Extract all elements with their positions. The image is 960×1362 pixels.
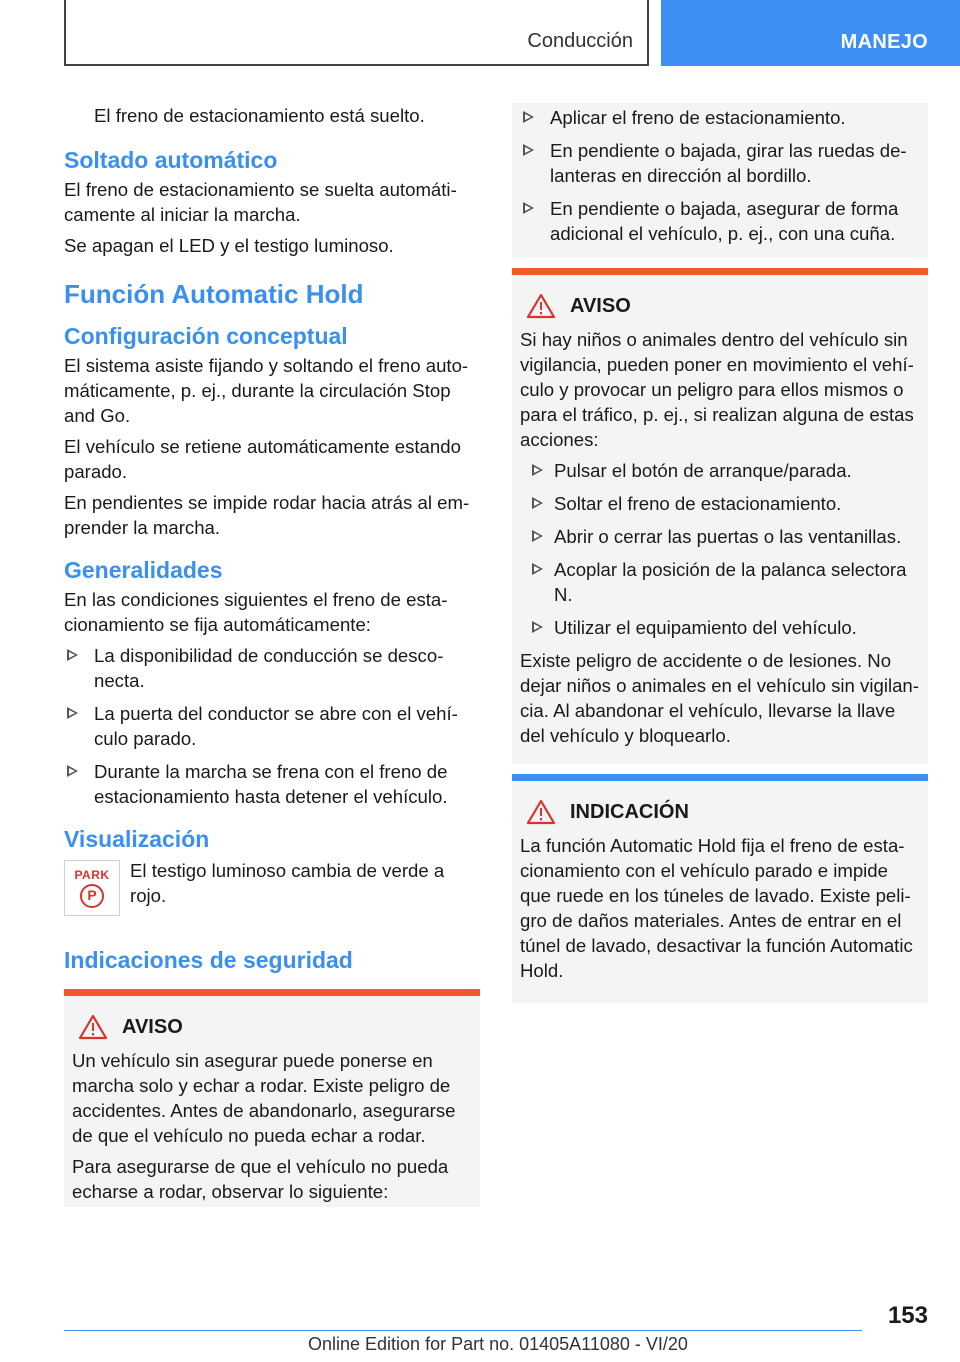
note-panel: [512, 774, 928, 1003]
triangle-bullet-icon: [532, 530, 543, 542]
warning-paragraph-2: Existe peligro de accidente o de lesiones. No dejar niños o animales en el vehículo sin vigilan-cia. Al abandonar el vehículo, llevarse la llave del vehículo y bloquearlo.: [520, 650, 919, 746]
triangle-bullet-icon: [523, 111, 534, 123]
heading-display: Visualización: [64, 826, 210, 852]
paragraph-auto-release-1: El freno de estacionamiento se suelta automáti-camente al iniciar la marcha.: [64, 179, 457, 225]
header-chapter-title: MANEJO: [840, 31, 928, 53]
display-row: [64, 860, 480, 916]
right-column: [512, 103, 928, 1003]
triangle-bullet-icon: [532, 563, 543, 575]
warning-panel: [64, 989, 480, 1207]
triangle-bullet-icon: [523, 202, 534, 214]
heading-automatic-hold: Función Automatic Hold: [64, 279, 364, 309]
triangle-bullet-icon: [67, 649, 78, 661]
warning-paragraph-1: Si hay niños o animales dentro del vehículo sin vigilancia, pueden poner en movimiento el vehí-culo y provocar un peligro para ellos mismos o para el tráfico, p. ej., si realizan alguna de estas acciones:: [520, 329, 914, 450]
triangle-bullet-icon: [532, 497, 543, 509]
continued-panel: [512, 103, 928, 258]
list-item: Abrir o cerrar las puertas o las ventanillas.: [520, 524, 920, 549]
warning-panel-children: [512, 268, 928, 764]
header-section-title: Conducción: [527, 30, 633, 52]
note-paragraph: La función Automatic Hold fija el freno de esta-cionamiento con el vehículo parado e impide que ruede en los túneles de lavado. Existe peli-gro de daños materiales. Antes de entrar en el túnel de lavado, desactivar la función Automatic Hold.: [520, 835, 913, 981]
triangle-bullet-icon: [532, 621, 543, 633]
triangle-bullet-icon: [523, 144, 534, 156]
paragraph-concept-3: En pendientes se impide rodar hacia atrás al em-prender la marcha.: [64, 492, 470, 538]
warning-icon: [526, 799, 556, 825]
paragraph-auto-release-2: Se apagan el LED y el testigo luminoso.: [64, 235, 394, 256]
heading-general: Generalidades: [64, 557, 223, 583]
list-item: Utilizar el equipamiento del vehículo.: [520, 615, 920, 640]
list-item: En pendiente o bajada, asegurar de forma adicional el vehículo, p. ej., con una cuña.: [520, 196, 920, 246]
footer-edition: Online Edition for Part no. 01405A11080 - VI/20: [308, 1334, 688, 1354]
list-item: Durante la marcha se frena con el freno de estacionamiento hasta detener el vehículo.: [64, 759, 480, 809]
heading-concept: Configuración conceptual: [64, 323, 348, 349]
warning-title: AVISO: [520, 293, 920, 319]
warning-title: AVISO: [72, 1014, 472, 1040]
heading-auto-release: Soltado automático: [64, 147, 278, 173]
header-chapter-tab: [661, 0, 960, 66]
paragraph-concept-2: El vehículo se retiene automáticamente estando parado.: [64, 436, 461, 482]
park-brake-icon: PARK P: [64, 860, 120, 916]
page-number: 153: [887, 1302, 928, 1329]
general-list: [64, 643, 480, 809]
triangle-bullet-icon: [67, 765, 78, 777]
paragraph-brake-released: El freno de estacionamiento está suelto.: [94, 105, 425, 126]
continued-list: [520, 105, 920, 246]
left-column: [64, 103, 480, 1207]
warning-actions-list: [520, 458, 920, 640]
triangle-bullet-icon: [67, 707, 78, 719]
footer-divider: [64, 1330, 862, 1331]
paragraph-display: El testigo luminoso cambia de verde a rojo.: [130, 860, 445, 906]
list-item: La disponibilidad de conducción se desco-necta.: [64, 643, 480, 693]
note-title: INDICACIÓN: [520, 799, 920, 825]
list-item: Aplicar el freno de estacionamiento.: [520, 105, 920, 130]
list-item: Pulsar el botón de arranque/parada.: [520, 458, 920, 483]
warning-icon: [526, 293, 556, 319]
warning-paragraph-2: Para asegurarse de que el vehículo no pueda echarse a rodar, observar lo siguiente:: [72, 1156, 449, 1202]
list-item: Acoplar la posición de la palanca selectora N.: [520, 557, 920, 607]
paragraph-general: En las condiciones siguientes el freno de esta-cionamiento se fija automáticamente:: [64, 589, 448, 635]
header-section-box: [64, 0, 649, 66]
paragraph-concept-1: El sistema asiste fijando y soltando el freno auto-máticamente, p. ej., durante la circulación Stop and Go.: [64, 355, 469, 426]
warning-icon: [78, 1014, 108, 1040]
list-item: Soltar el freno de estacionamiento.: [520, 491, 920, 516]
heading-safety: Indicaciones de seguridad: [64, 947, 353, 973]
list-item: La puerta del conductor se abre con el vehí-culo parado.: [64, 701, 480, 751]
triangle-bullet-icon: [532, 464, 543, 476]
list-item: En pendiente o bajada, girar las ruedas de-lanteras en dirección al bordillo.: [520, 138, 920, 188]
warning-paragraph-1: Un vehículo sin asegurar puede ponerse en marcha solo y echar a rodar. Existe peligro de accidentes. Antes de abandonarlo, asegurarse de que el vehículo no pueda echar a rodar.: [72, 1050, 456, 1146]
